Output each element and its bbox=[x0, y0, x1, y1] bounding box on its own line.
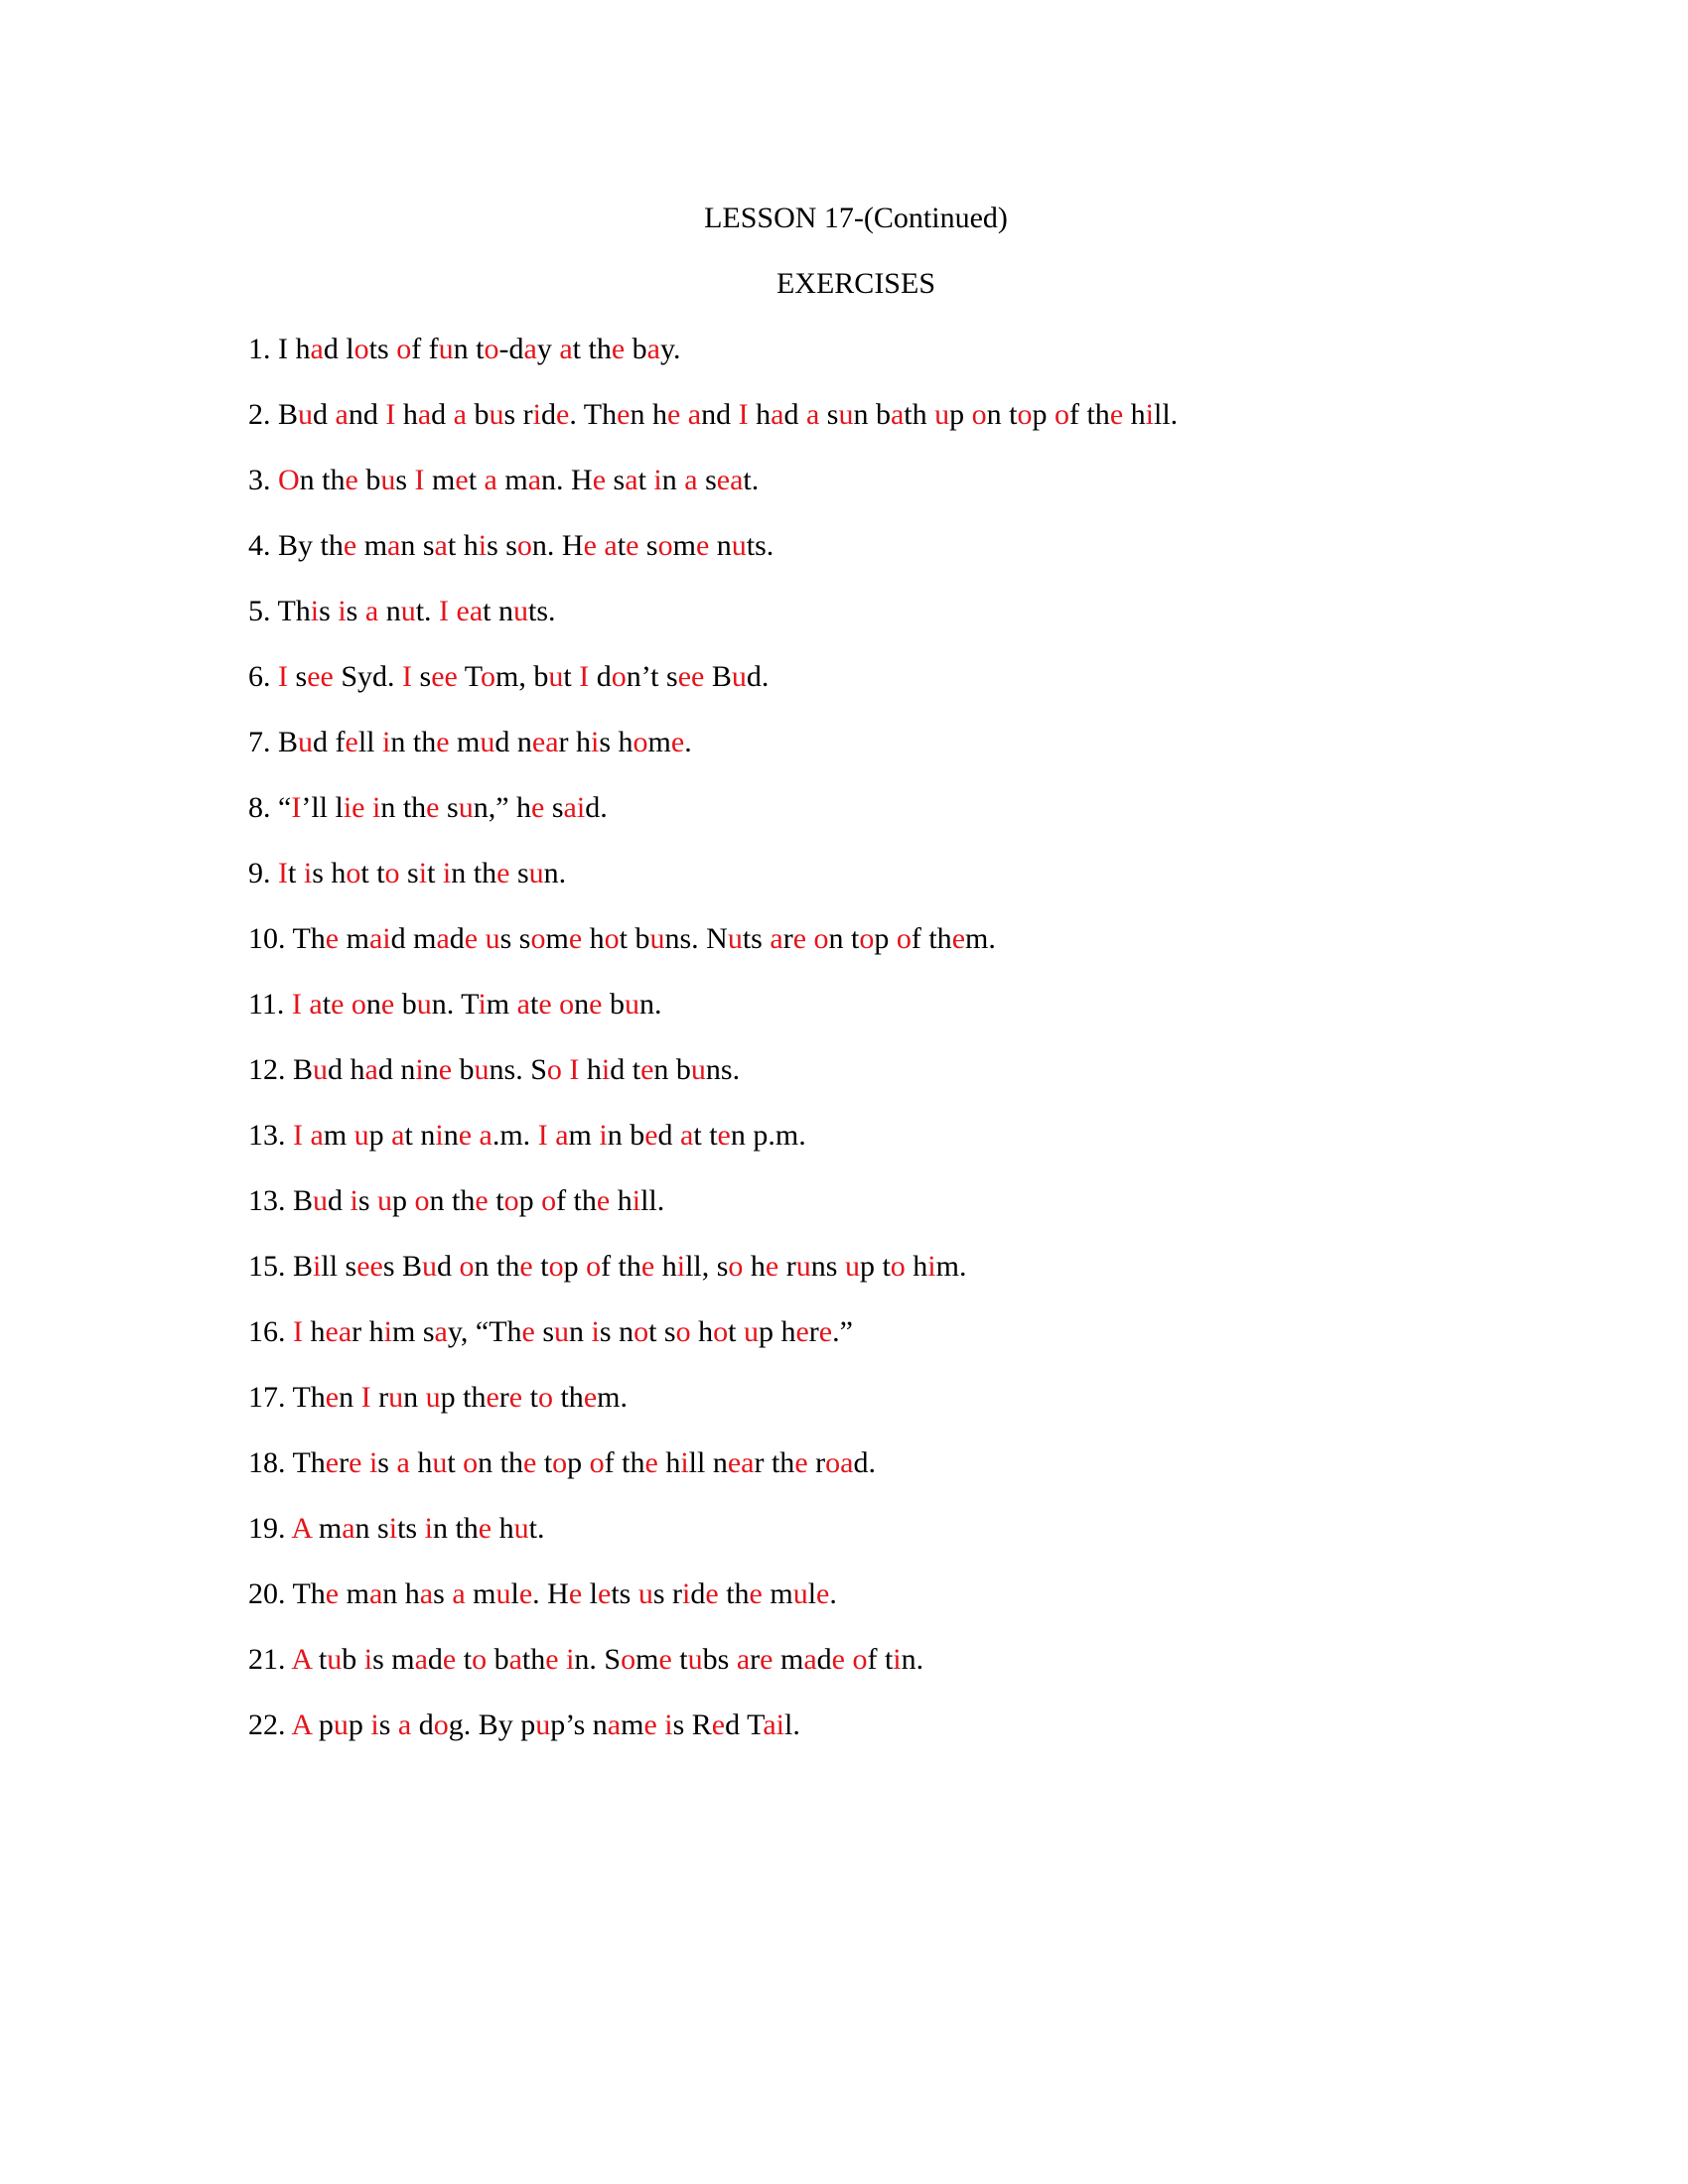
exercise-sentence bbox=[248, 1574, 1638, 1640]
exercise-sentence bbox=[248, 985, 1638, 1050]
exercise-text: Bud and I had a bus ride. Then he and I had a sun bath up on top of the hill. bbox=[278, 398, 1179, 431]
exercise-text: This is a nut. I eat nuts. bbox=[277, 595, 556, 627]
exercise-text: I see Syd. I see Tom, but I don’t see Bud. bbox=[278, 660, 770, 693]
exercise-number: 20. bbox=[248, 1577, 286, 1610]
exercise-number: 16. bbox=[248, 1315, 286, 1348]
exercise-sentence bbox=[248, 1378, 1638, 1443]
exercise-number: 11. bbox=[248, 988, 285, 1021]
exercise-number: 19. bbox=[248, 1512, 286, 1545]
exercise-sentence bbox=[248, 854, 1638, 919]
exercise-text: The man has a mule. He lets us ride the mule. bbox=[292, 1577, 837, 1610]
exercise-number: 10. bbox=[248, 922, 286, 955]
exercise-text: “I’ll lie in the sun,” he said. bbox=[278, 791, 608, 824]
exercise-text: Bud is up on the top of the hill. bbox=[293, 1184, 665, 1217]
exercise-sentence bbox=[248, 1312, 1638, 1378]
exercise-sentence bbox=[248, 330, 1638, 395]
exercise-sentence bbox=[248, 1443, 1638, 1509]
exercise-sentence bbox=[248, 1247, 1638, 1312]
exercise-text: A tub is made to bathe in. Some tubs are made of tin. bbox=[291, 1643, 924, 1676]
exercise-sentence bbox=[248, 788, 1638, 854]
exercise-text: A pup is a dog. By pup’s name is Red Tail. bbox=[291, 1708, 800, 1741]
exercise-number: 2. bbox=[248, 398, 271, 431]
exercise-number: 17. bbox=[248, 1381, 286, 1414]
exercise-number: 5. bbox=[248, 595, 271, 627]
exercise-text: A man sits in the hut. bbox=[291, 1512, 545, 1545]
exercise-sentence bbox=[248, 1116, 1638, 1181]
exercise-text: I hear him say, “The sun is not so hot up here.” bbox=[293, 1315, 853, 1348]
exercise-number: 8. bbox=[248, 791, 271, 824]
exercise-text: Bud fell in the mud near his home. bbox=[278, 726, 692, 758]
exercise-number: 13. bbox=[248, 1184, 286, 1217]
exercise-text: It is hot to sit in the sun. bbox=[278, 857, 567, 889]
exercise-sentence bbox=[248, 1509, 1638, 1574]
exercise-sentence bbox=[248, 1050, 1638, 1116]
exercise-list bbox=[248, 330, 1638, 1771]
exercise-number: 18. bbox=[248, 1446, 286, 1479]
exercise-sentence bbox=[248, 723, 1638, 788]
exercise-text: I ate one bun. Tim ate one bun. bbox=[291, 988, 662, 1021]
exercise-number: 21. bbox=[248, 1643, 286, 1676]
exercise-text: I had lots of fun to-day at the bay. bbox=[278, 333, 681, 365]
exercise-text: I am up at nine a.m. I am in bed at ten p.m. bbox=[293, 1119, 806, 1152]
exercise-text: By the man sat his son. He ate some nuts. bbox=[278, 529, 774, 562]
exercise-text: Then I run up there to them. bbox=[292, 1381, 628, 1414]
exercise-number: 22. bbox=[248, 1708, 286, 1741]
exercise-number: 13. bbox=[248, 1119, 286, 1152]
exercise-sentence bbox=[248, 1706, 1638, 1771]
exercise-number: 9. bbox=[248, 857, 271, 889]
exercise-sentence bbox=[248, 526, 1638, 592]
exercise-number: 7. bbox=[248, 726, 271, 758]
exercise-sentence bbox=[248, 592, 1638, 657]
exercise-text: Bud had nine buns. So I hid ten buns. bbox=[293, 1053, 741, 1086]
exercise-number: 6. bbox=[248, 660, 271, 693]
exercise-number: 3. bbox=[248, 464, 271, 496]
exercise-text: The maid made us some hot buns. Nuts are on top of them. bbox=[292, 922, 996, 955]
exercise-sentence bbox=[248, 461, 1638, 526]
exercise-text: Bill sees Bud on the top of the hill, so he runs up to him. bbox=[293, 1250, 967, 1283]
exercise-number: 15. bbox=[248, 1250, 286, 1283]
lesson-title: LESSON 17-(Continued) bbox=[704, 202, 1008, 234]
exercise-number: 4. bbox=[248, 529, 271, 562]
exercise-number: 1. bbox=[248, 333, 271, 365]
exercise-sentence bbox=[248, 395, 1638, 461]
exercise-sentence bbox=[248, 1181, 1638, 1247]
exercise-text: On the bus I met a man. He sat in a seat. bbox=[278, 464, 760, 496]
exercise-number: 12. bbox=[248, 1053, 286, 1086]
exercise-sentence bbox=[248, 657, 1638, 723]
exercise-sentence bbox=[248, 1640, 1638, 1706]
exercise-sentence bbox=[248, 919, 1638, 985]
exercise-text: There is a hut on the top of the hill near the road. bbox=[292, 1446, 876, 1479]
exercises-heading: EXERCISES bbox=[775, 267, 936, 300]
